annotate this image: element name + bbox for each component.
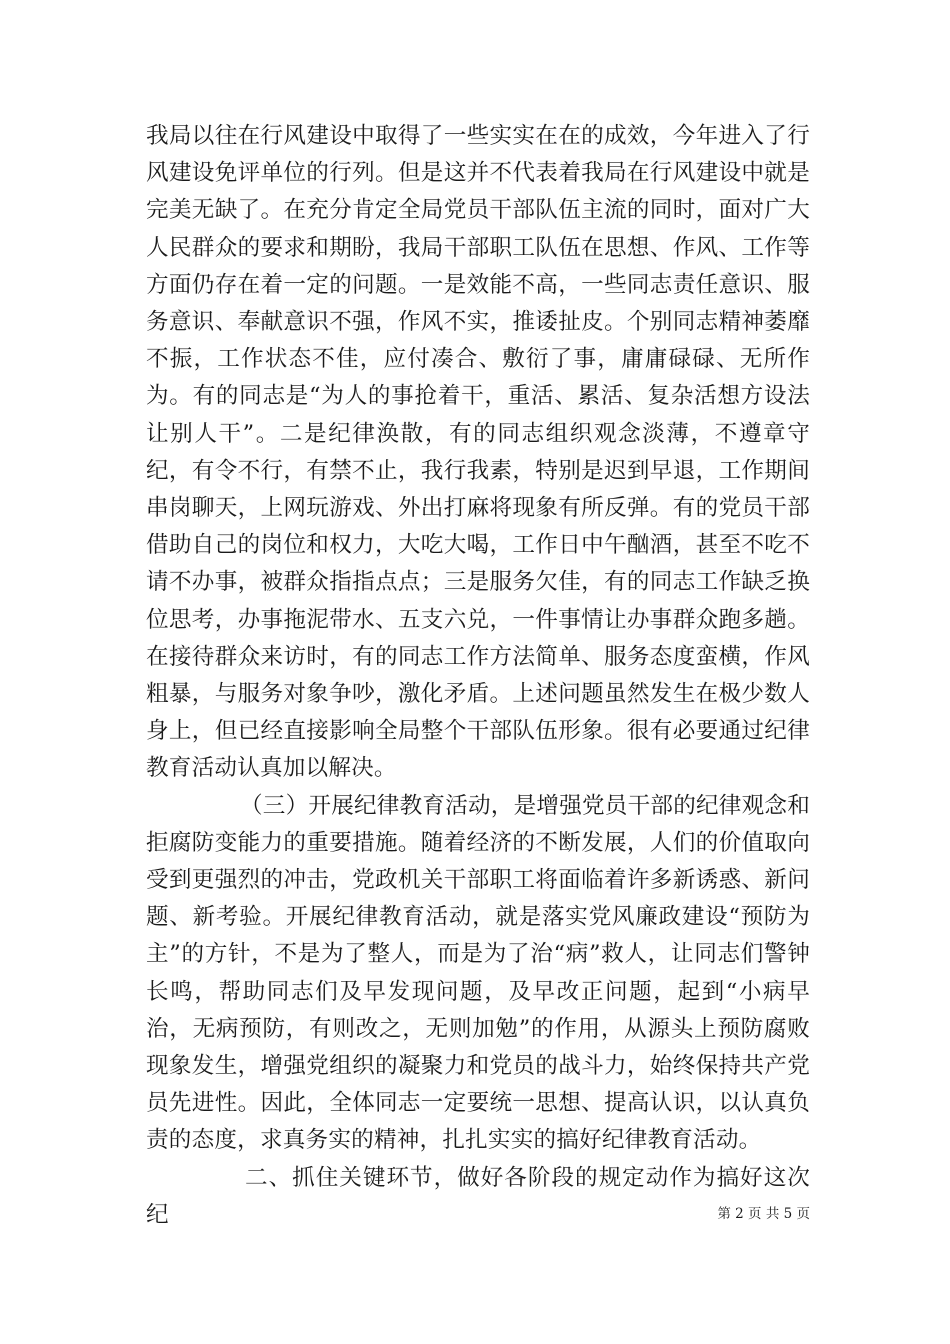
paragraph-problems: 我局以往在行风建设中取得了一些实实在在的成效，今年进入了行风建设免评单位的行列。但是这并不代表着我局在行风建设中就是完美无缺了。在充分肯定全局党员干部队伍主流的同时，面对广大人民群众的要求和期盼，我局干部职工队伍在思想、作风、工作等方面仍存在着一定的问题。一是效能不高，一些同志责任意识、服务意识、奉献意识不强，作风不实，推诿扯皮。个别同志精神萎靡不振，工作状态不佳，应付凑合、敷衍了事，庸庸碌碌、无所作为。有的同志是“为人的事抢着干，重活、累活、复杂活想方设法让别人干”。二是纪律涣散，有的同志组织观念淡薄，不遵章守纪，有令不行，有禁不止，我行我素，特别是迟到早退，工作期间串岗聊天，上网玩游戏、外出打麻将现象有所反弹。有的党员干部借助自己的岗位和权力，大吃大喝，工作日中午酗酒，甚至不吃不请不办事，被群众指指点点；三是服务欠佳，有的同志工作缺乏换位思考，办事拖泥带水、五支六兑，一件事情让办事群众跑多趟。在接待群众来访时，有的同志工作方法简单、服务态度蛮横，作风粗暴，与服务对象争吵，激化矛盾。上述问题虽然发生在极少数人身上，但已经直接影响全局整个干部队伍形象。很有必要通过纪律教育活动认真加以解决。: [146, 123, 810, 782]
page-footer: 第 2 页 共 5 页: [717, 1206, 810, 1222]
paragraph-section-two-heading: 二、抓住关键环节，做好各阶段的规定动作为搞好这次纪: [146, 1164, 810, 1228]
paragraph-discipline-measures: （三）开展纪律教育活动，是增强党员干部的纪律观念和拒腐防变能力的重要措施。随着经济的不断发展，人们的价值取向受到更强烈的冲击，党政机关干部职工将面临着许多新诱惑、新问题、新考验。开展纪律教育活动，就是落实党风廉政建设“预防为主”的方针，不是为了整人，而是为了治“病”救人，让同志们警钟长鸣，帮助同志们及早发现问题，及早改正问题，起到“小病早治，无病预防，有则改之，无则加勉”的作用，从源头上预防腐败现象发生，增强党组织的凝聚力和党员的战斗力，始终保持共产党员先进性。因此，全体同志一定要统一思想、提高认识，以认真负责的态度，求真务实的精神，扎扎实实的搞好纪律教育活动。: [146, 792, 810, 1154]
body-text: [146, 118, 810, 1234]
